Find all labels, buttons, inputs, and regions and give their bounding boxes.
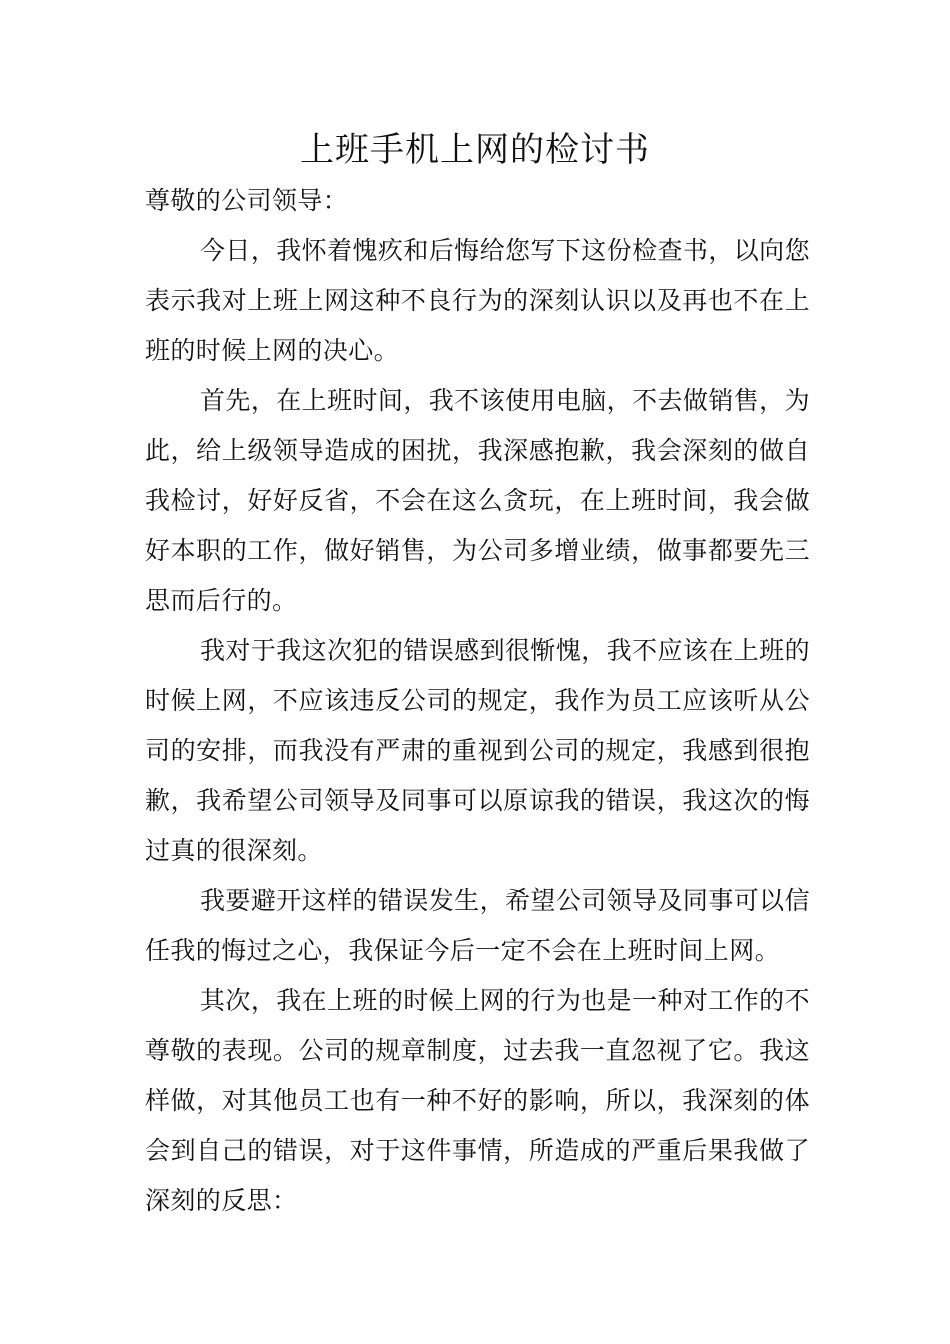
paragraph-3: 我对于我这次犯的错误感到很惭愧，我不应该在上班的时候上网，不应该违反公司的规定，我作为员工应该听从公司的安排，而我没有严肃的重视到公司的规定，我感到很抱歉，我希望公司领导及同事可以原谅我的错误，我这次的悔过真的很深刻。 (145, 636, 810, 865)
paragraph-1: 今日，我怀着愧疚和后悔给您写下这份检查书，以向您表示我对上班上网这种不良行为的深刻认识以及再也不在上班的时候上网的决心。 (145, 236, 810, 365)
paragraph-2: 首先，在上班时间，我不该使用电脑，不去做销售，为此，给上级领导造成的困扰，我深感抱歉，我会深刻的做自我检讨，好好反省，不会在这么贪玩，在上班时间，我会做好本职的工作，做好销售，为公司多增业绩，做事都要先三思而后行的。 (145, 386, 810, 615)
document-title: 上班手机上网的检讨书 (300, 130, 650, 170)
paragraph-5: 其次，我在上班的时候上网的行为也是一种对工作的不尊敬的表现。公司的规章制度，过去我一直忽视了它。我这样做，对其他员工也有一种不好的影响，所以，我深刻的体会到自己的错误，对于这件事情，所造成的严重后果我做了深刻的反思： (145, 986, 810, 1215)
document-body (145, 176, 810, 1226)
paragraph-4: 我要避开这样的错误发生，希望公司领导及同事可以信任我的悔过之心，我保证今后一定不会在上班时间上网。 (145, 886, 810, 965)
salutation: 尊敬的公司领导： (145, 186, 349, 215)
